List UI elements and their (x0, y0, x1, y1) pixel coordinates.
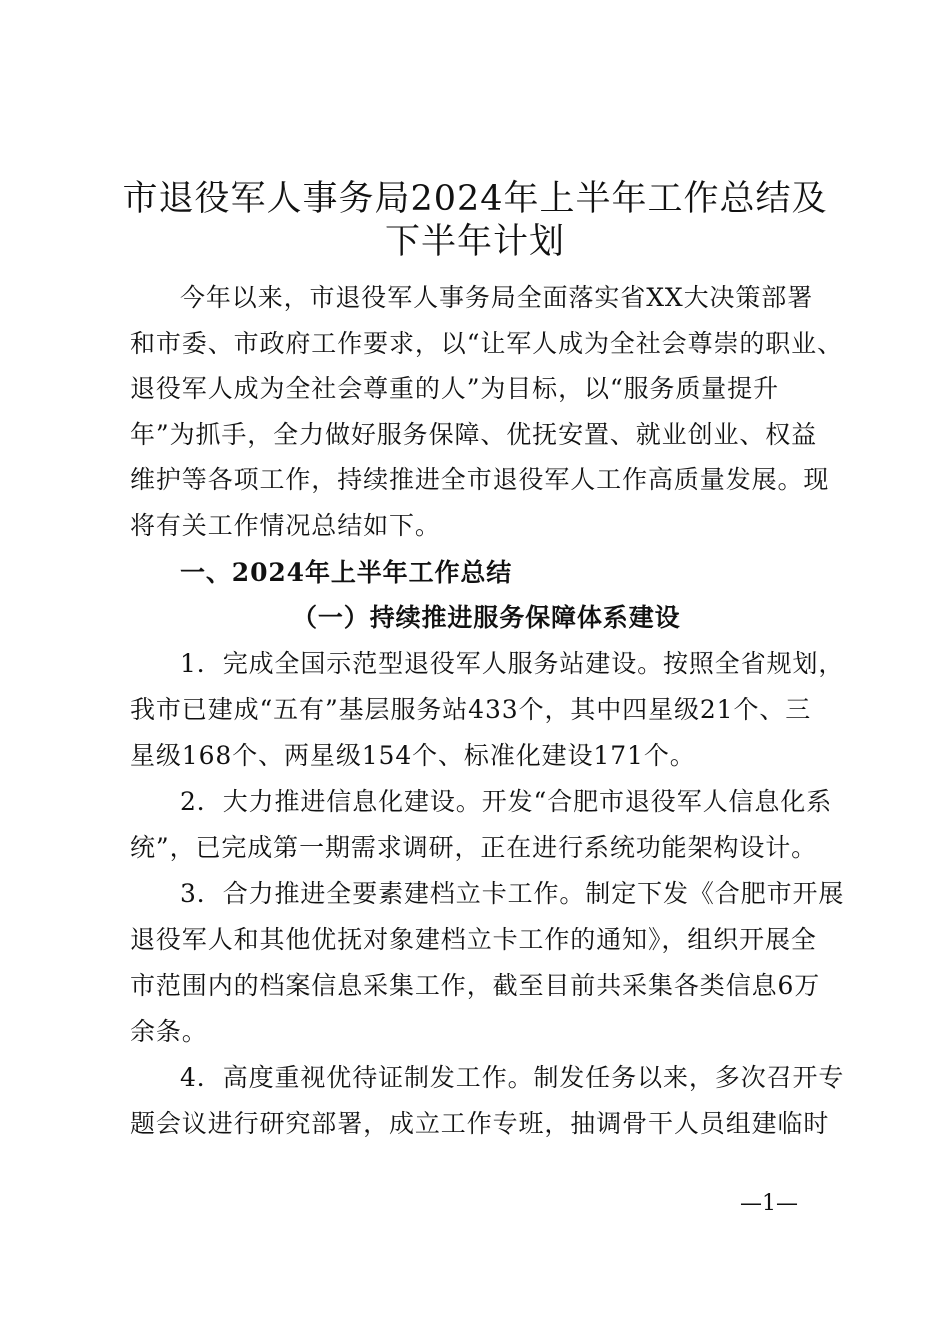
intro-line-1: 今年以来，市退役军人事务局全面落实省XX大决策部署 (180, 283, 814, 312)
item3-line-3: 市范围内的档案信息采集工作，截至目前共采集各类信息6万 (130, 971, 821, 1000)
item2-line-2: 统”，已完成第一期需求调研，正在进行系统功能架构设计。 (130, 833, 818, 862)
item1-line-1: 1．完成全国示范型退役军人服务站建设。按照全省规划， (180, 649, 845, 678)
intro-line-3: 退役军人成为全社会尊重的人”为目标，以“服务质量提升 (130, 374, 779, 403)
item1-line-3: 星级168个、两星级154个、标准化建设171个。 (130, 741, 696, 770)
section-heading-1: 一、2024年上半年工作总结 (180, 558, 513, 587)
intro-line-6: 将有关工作情况总结如下。 (130, 511, 441, 540)
item3-line-2: 退役军人和其他优抚对象建档立卡工作的通知》，组织开展全 (130, 925, 817, 954)
page-number: —1— (740, 1191, 798, 1216)
document-title-line-2: 下半年计划 (384, 222, 565, 262)
item4-line-1: 4．高度重视优待证制发工作。制发任务以来，多次召开专 (180, 1063, 845, 1092)
intro-line-4: 年”为抓手，全力做好服务保障、优抚安置、就业创业、权益 (130, 420, 818, 449)
intro-line-5: 维护等各项工作，持续推进全市退役军人工作高质量发展。现 (130, 465, 830, 494)
item1-line-2: 我市已建成“五有”基层服务站433个，其中四星级21个、三 (130, 695, 812, 724)
item3-line-4: 余条。 (130, 1017, 208, 1046)
item4-line-2: 题会议进行研究部署，成立工作专班，抽调骨干人员组建临时 (130, 1109, 830, 1138)
intro-line-2: 和市委、市政府工作要求，以“让军人成为全社会尊崇的职业、 (130, 329, 843, 358)
item3-line-1: 3．合力推进全要素建档立卡工作。制定下发《合肥市开展 (180, 879, 845, 908)
document-title-line-1: 市退役军人事务局2024年上半年工作总结及 (122, 179, 828, 219)
subsection-heading-1: （一）持续推进服务保障体系建设 (292, 603, 681, 632)
item2-line-1: 2．大力推进信息化建设。开发“合肥市退役军人信息化系 (180, 787, 833, 816)
